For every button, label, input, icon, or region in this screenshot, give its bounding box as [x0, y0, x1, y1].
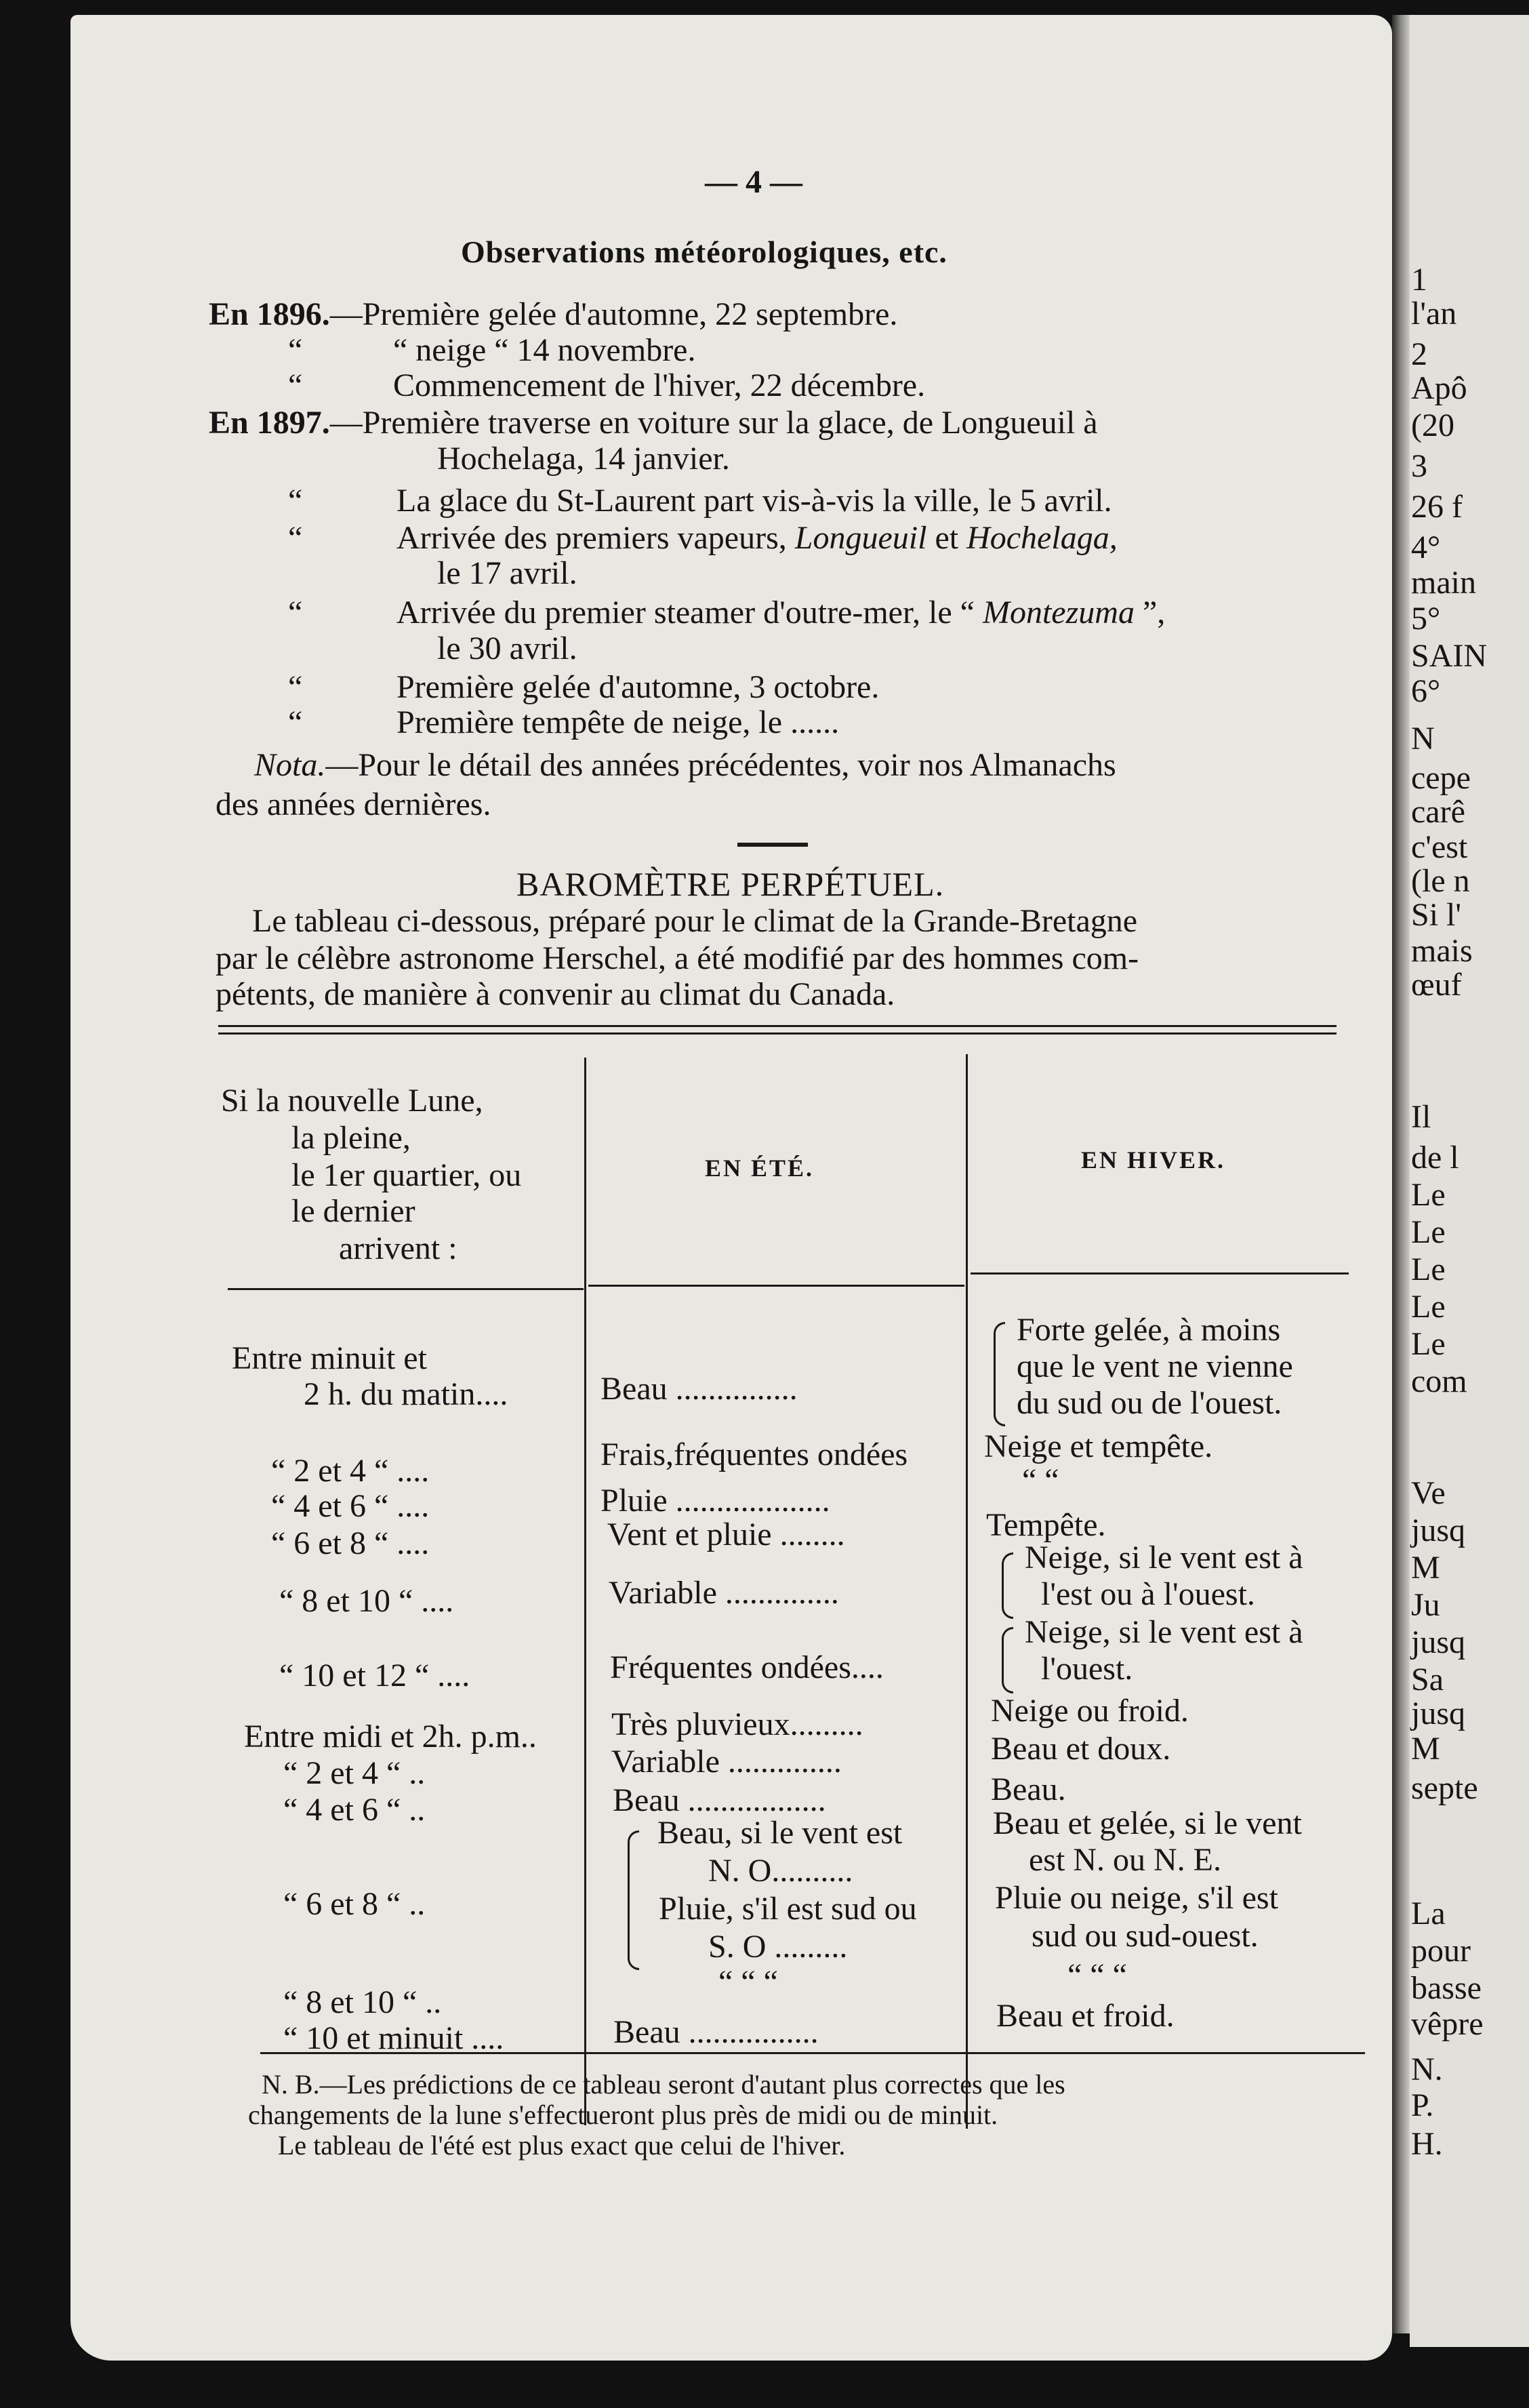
facing-page-fragment-text: carê [1411, 794, 1465, 830]
facing-page-fragment-text: 6° [1411, 673, 1441, 709]
facing-page-fragment-text: mais [1411, 933, 1473, 969]
footnote-line: N. B.—Les prédictions de ce tableau seront d'autant plus correctes que les [262, 2069, 1065, 2100]
winter-cell: Neige, si le vent est à [1025, 1614, 1303, 1650]
time-cell: “ 6 et 8 “ .... [271, 1525, 430, 1561]
winter-cell: Beau et gelée, si le vent [993, 1805, 1302, 1841]
facing-page-fragment-text: Le [1411, 1214, 1446, 1250]
time-cell: 2 h. du matin.... [304, 1376, 508, 1412]
facing-page-fragment-text: Le [1411, 1177, 1446, 1213]
facing-page-fragment-text: M [1411, 1550, 1440, 1586]
section-heading: Observations météorologiques, etc. [461, 235, 947, 269]
time-cell: “ 10 et 12 “ .... [279, 1658, 470, 1693]
facing-page-fragment-text: 1 [1411, 262, 1427, 298]
facing-page-fragment-text: jusq [1411, 1512, 1466, 1548]
facing-page-fragment-text: N. [1411, 2051, 1443, 2087]
intro-line: pétents, de manière à convenir au climat du Canada. [216, 976, 895, 1012]
facing-page-fragment-text: N [1411, 721, 1435, 757]
facing-page-fragment-text: 4° [1411, 529, 1441, 565]
summer-cell: Très pluvieux......... [611, 1706, 863, 1742]
observation-text [396, 522, 1118, 555]
summer-cell: Beau ............... [600, 1371, 798, 1407]
time-cell: Entre midi et 2h. p.m.. [244, 1719, 537, 1754]
summer-cell: Variable .............. [609, 1575, 839, 1611]
observation-text: —Première gelée d'automne, 22 septembre. [329, 296, 898, 332]
facing-page-fragment-text: basse [1411, 1970, 1482, 2006]
winter-cell: Neige ou froid. [991, 1693, 1189, 1729]
summer-cell: Pluie ................... [600, 1483, 830, 1519]
winter-cell: “ “ “ [1067, 1957, 1127, 1993]
intro-line: Le tableau ci-dessous, préparé pour le climat de la Grande-Bretagne [252, 903, 1138, 939]
header-rule [228, 1288, 584, 1290]
italic-name: Hochelaga, [966, 520, 1118, 556]
facing-page-fragment-text: (20 [1411, 407, 1454, 443]
winter-cell: que le vent ne vienne [1017, 1348, 1293, 1384]
time-cell: “ 8 et 10 “ .. [283, 1984, 442, 2020]
facing-page-fragment-text: Si l' [1411, 897, 1462, 933]
header-col1-line: la pleine, [291, 1120, 411, 1156]
summer-cell: Beau, si le vent est [657, 1815, 903, 1851]
page-gutter [1392, 15, 1410, 2333]
header-winter: EN HIVER. [1081, 1146, 1226, 1173]
winter-cell: Neige et tempête. [984, 1428, 1213, 1464]
observation-text: Première tempête de neige, le ...... [396, 704, 840, 740]
winter-cell: Forte gelée, à moins [1017, 1312, 1281, 1348]
short-divider [737, 843, 808, 847]
facing-page-fragment-text: SAIN [1411, 638, 1488, 674]
brace-icon [628, 1830, 639, 1970]
facing-page-fragment-text: Sa [1411, 1662, 1444, 1698]
winter-cell: Beau. [991, 1771, 1066, 1807]
text-part: Arrivée du premier steamer d'outre-mer, le “ [396, 595, 983, 630]
header-col1-line: le 1er quartier, ou [291, 1157, 522, 1193]
winter-cell: est N. ou N. E. [1029, 1842, 1221, 1878]
facing-page-fragment-text: cepe [1411, 760, 1471, 796]
header-col1-line: arrivent : [339, 1230, 457, 1266]
nota-paragraph [254, 749, 1116, 782]
facing-page-fragment-text: c'est [1411, 829, 1468, 865]
summer-cell: N. O.......... [708, 1853, 853, 1889]
header-col1-line: le dernier [291, 1193, 415, 1229]
facing-page-fragment-text: Ju [1411, 1587, 1440, 1623]
summer-cell: Beau ................. [613, 1782, 826, 1818]
header-col1-line: Si la nouvelle Lune, [221, 1083, 483, 1119]
time-cell: “ 4 et 6 “ .. [283, 1792, 426, 1828]
observation-year-1897 [209, 407, 1098, 439]
summer-cell: “ “ “ [718, 1964, 778, 2000]
brace-icon [1002, 1627, 1013, 1693]
observation-text: —Première traverse en voiture sur la glace, de Longueuil à [329, 405, 1098, 441]
barometer-title: BAROMÈTRE PERPÉTUEL. [516, 865, 945, 903]
header-summer: EN ÉTÉ. [705, 1155, 815, 1182]
facing-page-fragment-text: Apô [1411, 370, 1467, 406]
summer-cell: Fréquentes ondées.... [610, 1649, 884, 1685]
text-part: et [926, 520, 967, 556]
ditto-mark: “ [288, 704, 303, 740]
facing-page-fragment-text: M [1411, 1731, 1440, 1767]
facing-page-fragment-text: Il [1411, 1099, 1431, 1135]
facing-page-fragment-text: jusq [1411, 1624, 1466, 1660]
observation-text: La glace du St-Laurent part vis-à-vis la ville, le 5 avril. [396, 483, 1112, 519]
observation-year-1896 [209, 298, 897, 331]
observation-text: Commencement de l'hiver, 22 décembre. [393, 367, 926, 403]
observation-text: “ neige “ 14 novembre. [393, 332, 696, 368]
winter-cell: l'ouest. [1041, 1651, 1133, 1687]
time-cell: “ 2 et 4 “ .. [283, 1755, 426, 1791]
table-top-rule [218, 1032, 1337, 1035]
summer-cell: S. O ......... [708, 1929, 848, 1965]
ditto-mark: “ [288, 483, 303, 519]
year-label: En 1897. [209, 405, 330, 441]
facing-page-fragment-text: Le [1411, 1289, 1446, 1325]
time-cell: “ 8 et 10 “ .... [279, 1583, 454, 1619]
facing-page-fragment-text: œuf [1411, 967, 1462, 1003]
winter-cell: Tempête. [986, 1507, 1106, 1543]
observation-continuation: Hochelaga, 14 janvier. [437, 441, 730, 477]
winter-cell: Neige, si le vent est à [1025, 1540, 1303, 1576]
ditto-mark: “ [288, 595, 303, 630]
ditto-mark: “ [288, 332, 303, 368]
facing-page-fragment [1410, 15, 1529, 2347]
facing-page-fragment-text: septe [1411, 1770, 1478, 1806]
facing-page-fragment-text: 2 [1411, 336, 1427, 372]
footnote-line: Le tableau de l'été est plus exact que celui de l'hiver. [278, 2130, 846, 2161]
facing-page-fragment-text: jusq [1411, 1695, 1466, 1731]
facing-page-fragment-text: P. [1411, 2087, 1434, 2123]
facing-page-fragment-text: Ve [1411, 1475, 1446, 1511]
year-label: En 1896. [209, 296, 330, 332]
facing-page-fragment-text: pour [1411, 1933, 1471, 1969]
brace-icon [994, 1322, 1005, 1426]
facing-page-fragment-text: 5° [1411, 601, 1441, 637]
winter-cell: sud ou sud-ouest. [1032, 1918, 1259, 1954]
facing-page-fragment-text: (le n [1411, 863, 1470, 899]
header-rule [588, 1285, 964, 1287]
facing-page-fragment-text: H. [1411, 2126, 1443, 2162]
winter-cell: Beau et doux. [991, 1731, 1171, 1767]
winter-cell: Beau et froid. [996, 1998, 1175, 2034]
text-part: ”, [1134, 595, 1166, 630]
facing-page-fragment-text: Le [1411, 1326, 1446, 1362]
column-divider [584, 1058, 586, 2125]
time-cell: Entre minuit et [232, 1340, 427, 1376]
facing-page-fragment-text: vêpre [1411, 2006, 1484, 2042]
facing-page-fragment-text: l'an [1411, 296, 1457, 332]
table-top-rule [218, 1025, 1337, 1027]
page-number: — 4 — [705, 164, 802, 200]
time-cell: “ 2 et 4 “ .... [271, 1453, 430, 1489]
facing-page-fragment-text: 26 f [1411, 489, 1463, 525]
observation-continuation: le 17 avril. [437, 555, 577, 591]
winter-cell: l'est ou à l'ouest. [1041, 1576, 1255, 1612]
summer-cell: Variable .............. [611, 1744, 842, 1780]
ditto-mark: “ [288, 367, 303, 403]
winter-cell: Pluie ou neige, s'il est [995, 1880, 1278, 1916]
nota-continuation: des années dernières. [216, 786, 491, 822]
nota-text: —Pour le détail des années précédentes, voir nos Almanachs [325, 747, 1116, 783]
time-cell: “ 4 et 6 “ .... [271, 1488, 430, 1524]
summer-cell: Beau ................ [613, 2014, 819, 2050]
observation-continuation: le 30 avril. [437, 630, 577, 666]
facing-page-fragment-text: Le [1411, 1251, 1446, 1287]
facing-page-fragment-text: de l [1411, 1140, 1459, 1176]
observation-text: Première gelée d'automne, 3 octobre. [396, 669, 880, 705]
winter-cell: du sud ou de l'ouest. [1017, 1385, 1282, 1421]
ditto-mark: “ [288, 669, 303, 705]
summer-cell: Frais,fréquentes ondées [600, 1437, 908, 1472]
observation-text [396, 597, 1165, 629]
page-sheet [70, 15, 1392, 2361]
time-cell: “ 10 et minuit .... [283, 2020, 504, 2056]
facing-page-fragment-text: com [1411, 1363, 1467, 1399]
header-rule [971, 1272, 1349, 1275]
nota-label: Nota. [254, 747, 326, 783]
facing-page-fragment-text: La [1411, 1895, 1446, 1931]
winter-cell: “ “ [1022, 1462, 1059, 1498]
summer-cell: Vent et pluie ........ [607, 1517, 845, 1552]
italic-name: Longueuil [794, 520, 927, 556]
time-cell: “ 6 et 8 “ .. [283, 1886, 426, 1922]
ditto-mark: “ [288, 520, 303, 556]
text-part: Arrivée des premiers vapeurs, [396, 520, 795, 556]
facing-page-fragment-text: main [1411, 565, 1476, 601]
footnote-line: changements de la lune s'effectueront plus près de midi ou de minuit. [248, 2100, 998, 2130]
brace-icon [1002, 1552, 1013, 1619]
intro-line: par le célèbre astronome Herschel, a été modifié par des hommes com- [216, 940, 1139, 976]
column-divider [966, 1054, 968, 2129]
italic-name: Montezuma [982, 595, 1135, 630]
summer-cell: Pluie, s'il est sud ou [659, 1891, 917, 1927]
facing-page-fragment-text: 3 [1411, 448, 1427, 484]
